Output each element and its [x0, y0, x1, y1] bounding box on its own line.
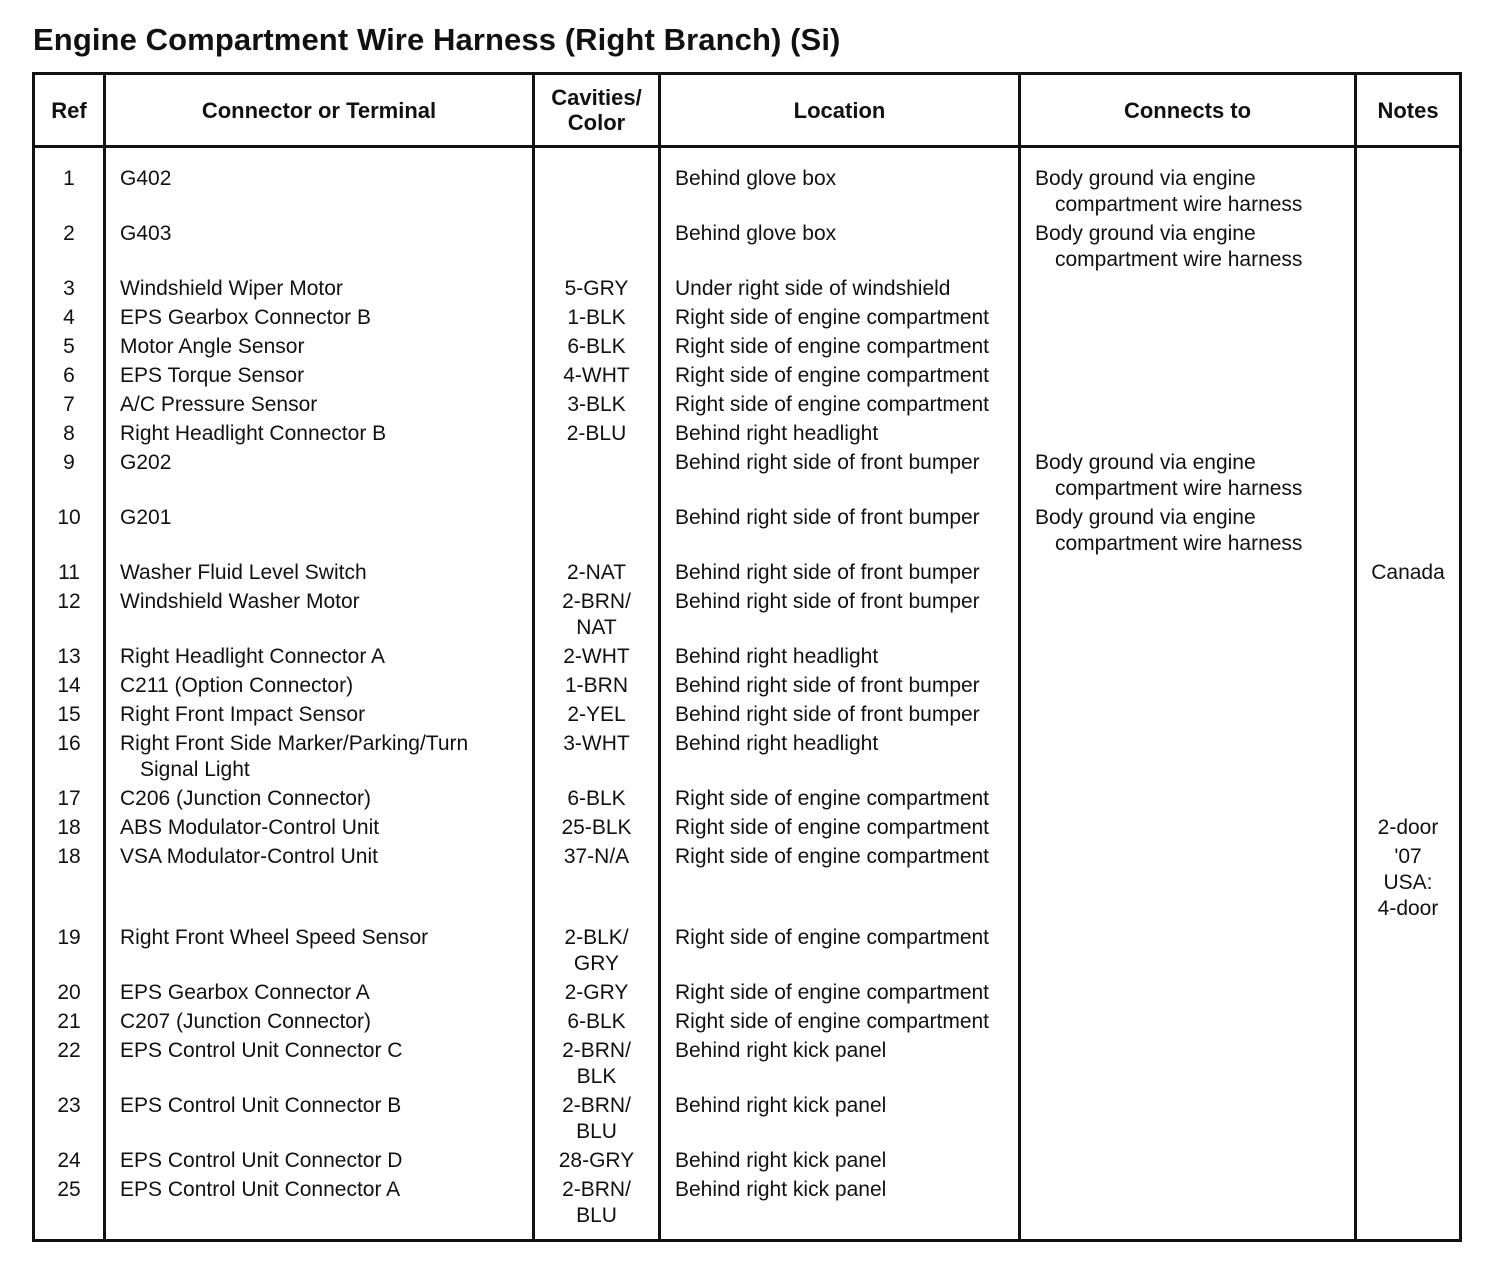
- cell-notes: [1356, 302, 1461, 331]
- column-header-notes: Notes: [1356, 74, 1461, 147]
- cell-ref: 12: [34, 586, 105, 641]
- cell-connector-line: Right Headlight Connector B: [120, 422, 387, 445]
- cell-notes: [1356, 360, 1461, 389]
- cell-connects-to-line: Body ground via engine: [1035, 451, 1256, 474]
- cell-connects-to: [1020, 699, 1356, 728]
- cell-ref: 18: [34, 812, 105, 841]
- cell-connector: [105, 977, 534, 1006]
- harness-table: [32, 72, 1462, 1242]
- page-title: Engine Compartment Wire Harness (Right Branch) (Si): [33, 22, 841, 57]
- cell-location: Right side of engine compartment: [660, 1006, 1020, 1035]
- cell-cavities: [534, 147, 660, 219]
- cell-connector-line: EPS Torque Sensor: [120, 364, 305, 387]
- cell-ref: 4: [34, 302, 105, 331]
- cell-cavities-line: 2-NAT: [566, 561, 627, 584]
- cell-connects-to: [1020, 641, 1356, 670]
- cell-cavities-line: 2-BRN/: [562, 1094, 631, 1117]
- column-header-ref: Ref: [34, 74, 105, 147]
- table-row: [34, 389, 1461, 418]
- cell-connector-line: EPS Gearbox Connector B: [120, 306, 371, 329]
- cell-notes-line: '07: [1394, 845, 1422, 868]
- cell-cavities-line: 6-BLK: [567, 335, 626, 358]
- cell-cavities-line: 2-BRN/: [562, 1039, 631, 1062]
- cell-ref: 7: [34, 389, 105, 418]
- cell-notes: [1356, 1090, 1461, 1145]
- cell-location: Right side of engine compartment: [660, 977, 1020, 1006]
- cell-connects-to: [1020, 1035, 1356, 1090]
- table-row: [34, 586, 1461, 641]
- table-row: [34, 331, 1461, 360]
- cell-connects-to-line: Body ground via engine: [1035, 506, 1256, 529]
- cell-cavities-line: 3-WHT: [563, 732, 630, 755]
- cell-connects-to: [1020, 1145, 1356, 1174]
- cell-notes-line: Canada: [1371, 561, 1445, 584]
- cell-ref: 24: [34, 1145, 105, 1174]
- cell-connector: [105, 331, 534, 360]
- cell-cavities: [534, 1145, 660, 1174]
- cell-cavities: [534, 557, 660, 586]
- cell-connector: [105, 783, 534, 812]
- cell-connects-to: [1020, 447, 1356, 502]
- cell-connector-line: Right Front Impact Sensor: [120, 703, 366, 726]
- cell-connector-line: Motor Angle Sensor: [120, 335, 305, 358]
- column-header-connects-to: Connects to: [1020, 74, 1356, 147]
- cell-ref: 23: [34, 1090, 105, 1145]
- cell-ref: 11: [34, 557, 105, 586]
- cell-connects-to: [1020, 147, 1356, 219]
- column-header-cavities: [534, 74, 660, 147]
- cell-location: Right side of engine compartment: [660, 360, 1020, 389]
- cell-cavities-line: BLU: [576, 1204, 617, 1227]
- cell-location: Behind right side of front bumper: [660, 502, 1020, 557]
- cell-location: Behind right headlight: [660, 418, 1020, 447]
- cell-connector: [105, 641, 534, 670]
- cell-notes: [1356, 447, 1461, 502]
- cell-cavities: [534, 1174, 660, 1241]
- cell-cavities: [534, 841, 660, 922]
- cell-cavities-line: 2-BLU: [566, 422, 627, 445]
- table-body: [34, 147, 1461, 1241]
- cell-connects-to: [1020, 273, 1356, 302]
- cell-connects-to-line: compartment wire harness: [1055, 477, 1303, 500]
- cell-cavities-line: 2-YEL: [567, 703, 626, 726]
- cell-connector-line: G201: [120, 506, 172, 529]
- cell-connects-to: [1020, 360, 1356, 389]
- cell-notes: [1356, 273, 1461, 302]
- cell-notes: [1356, 147, 1461, 219]
- table-row: [34, 812, 1461, 841]
- cell-notes: [1356, 1006, 1461, 1035]
- cell-notes: [1356, 1035, 1461, 1090]
- table-row: [34, 699, 1461, 728]
- column-header-location: Location: [660, 74, 1020, 147]
- cell-connects-to: [1020, 302, 1356, 331]
- cell-cavities: [534, 586, 660, 641]
- cell-location: Under right side of windshield: [660, 273, 1020, 302]
- cell-connects-to: [1020, 728, 1356, 783]
- cell-connector: [105, 502, 534, 557]
- cell-notes: [1356, 641, 1461, 670]
- cell-location: Behind right side of front bumper: [660, 557, 1020, 586]
- cell-connector-line: C207 (Junction Connector): [120, 1010, 371, 1033]
- cell-connector-line: Washer Fluid Level Switch: [120, 561, 367, 584]
- table-row: [34, 273, 1461, 302]
- cell-connector-line: Windshield Wiper Motor: [120, 277, 343, 300]
- column-header-cavities-line2: Color: [567, 110, 626, 135]
- cell-notes: [1356, 812, 1461, 841]
- cell-notes: [1356, 728, 1461, 783]
- cell-cavities-line: 2-WHT: [563, 645, 630, 668]
- cell-connector-line: ABS Modulator-Control Unit: [120, 816, 380, 839]
- table-row: [34, 360, 1461, 389]
- table-row: [34, 1090, 1461, 1145]
- cell-cavities: [534, 273, 660, 302]
- cell-cavities: [534, 670, 660, 699]
- cell-connects-to-line: Body ground via engine: [1035, 167, 1256, 190]
- cell-ref: 13: [34, 641, 105, 670]
- cell-notes: [1356, 557, 1461, 586]
- cell-cavities: [534, 418, 660, 447]
- cell-cavities-line: 1-BRN: [564, 674, 628, 697]
- cell-notes-line: 2-door: [1377, 816, 1439, 839]
- cell-cavities: [534, 783, 660, 812]
- cell-location: Right side of engine compartment: [660, 302, 1020, 331]
- cell-connector: [105, 218, 534, 273]
- cell-location: Behind right kick panel: [660, 1174, 1020, 1241]
- cell-connector-line: EPS Control Unit Connector D: [120, 1149, 403, 1172]
- cell-cavities-line: 28-GRY: [558, 1149, 635, 1172]
- cell-connects-to: [1020, 841, 1356, 922]
- cell-notes: [1356, 331, 1461, 360]
- cell-connector: [105, 1035, 534, 1090]
- cell-connector-line: EPS Gearbox Connector A: [120, 981, 370, 1004]
- cell-connector-line: C211 (Option Connector): [120, 674, 354, 697]
- cell-cavities-line: 1-BLK: [567, 306, 626, 329]
- cell-notes: [1356, 586, 1461, 641]
- cell-connector: [105, 1090, 534, 1145]
- cell-connector-line: C206 (Junction Connector): [120, 787, 371, 810]
- cell-location: Right side of engine compartment: [660, 812, 1020, 841]
- cell-connector-line: Right Headlight Connector A: [120, 645, 385, 668]
- cell-cavities-line: 25-BLK: [561, 816, 632, 839]
- cell-connects-to: [1020, 586, 1356, 641]
- cell-notes-line: 4-door: [1377, 897, 1439, 920]
- cell-connects-to-line: Body ground via engine: [1035, 222, 1256, 245]
- cell-ref: 8: [34, 418, 105, 447]
- cell-connector-line: EPS Control Unit Connector B: [120, 1094, 402, 1117]
- cell-cavities: [534, 1035, 660, 1090]
- cell-connector: [105, 302, 534, 331]
- cell-notes: [1356, 922, 1461, 977]
- cell-cavities: [534, 389, 660, 418]
- cell-ref: 10: [34, 502, 105, 557]
- cell-location: Behind right headlight: [660, 641, 1020, 670]
- cell-notes: [1356, 502, 1461, 557]
- table-row: [34, 218, 1461, 273]
- cell-location: Behind right side of front bumper: [660, 586, 1020, 641]
- table-row: [34, 447, 1461, 502]
- cell-ref: 16: [34, 728, 105, 783]
- table-header-row: [34, 74, 1461, 147]
- column-header-connector: Connector or Terminal: [105, 74, 534, 147]
- table-row: [34, 502, 1461, 557]
- cell-cavities-line: 2-BRN/: [562, 590, 631, 613]
- cell-cavities: [534, 728, 660, 783]
- cell-connector: [105, 557, 534, 586]
- cell-notes: [1356, 783, 1461, 812]
- cell-connects-to: [1020, 331, 1356, 360]
- cell-notes: [1356, 670, 1461, 699]
- cell-location: Right side of engine compartment: [660, 783, 1020, 812]
- cell-connector: [105, 147, 534, 219]
- cell-ref: 22: [34, 1035, 105, 1090]
- cell-connects-to: [1020, 1006, 1356, 1035]
- cell-cavities: [534, 502, 660, 557]
- cell-cavities: [534, 1006, 660, 1035]
- cell-notes: [1356, 1174, 1461, 1241]
- cell-location: Right side of engine compartment: [660, 331, 1020, 360]
- cell-connector: [105, 273, 534, 302]
- cell-connector: [105, 670, 534, 699]
- cell-connector-line: G402: [120, 167, 172, 190]
- cell-connector: [105, 389, 534, 418]
- table-row: [34, 922, 1461, 977]
- cell-connector: [105, 1174, 534, 1241]
- table-row: [34, 670, 1461, 699]
- cell-cavities: [534, 977, 660, 1006]
- cell-connects-to-line: compartment wire harness: [1055, 193, 1303, 216]
- cell-connector-line: Right Front Wheel Speed Sensor: [120, 926, 429, 949]
- cell-ref: 1: [34, 147, 105, 219]
- cell-connector: [105, 1006, 534, 1035]
- cell-location: Behind glove box: [660, 147, 1020, 219]
- cell-cavities-line: 2-BRN/: [562, 1178, 631, 1201]
- cell-connector-line: EPS Control Unit Connector C: [120, 1039, 403, 1062]
- cell-location: Behind right kick panel: [660, 1035, 1020, 1090]
- cell-connects-to: [1020, 670, 1356, 699]
- cell-connects-to: [1020, 783, 1356, 812]
- cell-connects-to: [1020, 218, 1356, 273]
- cell-cavities: [534, 922, 660, 977]
- cell-notes: [1356, 841, 1461, 922]
- table-row: [34, 1035, 1461, 1090]
- cell-ref: 9: [34, 447, 105, 502]
- cell-notes: [1356, 977, 1461, 1006]
- cell-cavities: [534, 699, 660, 728]
- cell-ref: 2: [34, 218, 105, 273]
- cell-cavities-line: 2-GRY: [564, 981, 629, 1004]
- cell-cavities-line: 5-GRY: [564, 277, 629, 300]
- cell-notes-line: USA:: [1383, 871, 1433, 894]
- cell-cavities-line: 3-BLK: [567, 393, 626, 416]
- cell-cavities-line: 37-N/A: [563, 845, 630, 868]
- cell-connector: [105, 418, 534, 447]
- cell-connects-to: [1020, 812, 1356, 841]
- table-row: [34, 841, 1461, 922]
- cell-ref: 20: [34, 977, 105, 1006]
- cell-location: Behind glove box: [660, 218, 1020, 273]
- cell-connects-to: [1020, 502, 1356, 557]
- table-row: [34, 641, 1461, 670]
- cell-location: Behind right side of front bumper: [660, 670, 1020, 699]
- cell-notes: [1356, 1145, 1461, 1174]
- table-row: [34, 418, 1461, 447]
- cell-cavities: [534, 360, 660, 389]
- cell-ref: 5: [34, 331, 105, 360]
- cell-connects-to-line: compartment wire harness: [1055, 532, 1303, 555]
- cell-ref: 17: [34, 783, 105, 812]
- table-row: [34, 302, 1461, 331]
- cell-connector-line: VSA Modulator-Control Unit: [120, 845, 378, 868]
- cell-connector: [105, 586, 534, 641]
- cell-cavities: [534, 641, 660, 670]
- cell-connector: [105, 699, 534, 728]
- cell-ref: 21: [34, 1006, 105, 1035]
- table-row: [34, 1145, 1461, 1174]
- cell-connects-to: [1020, 1174, 1356, 1241]
- cell-ref: 18: [34, 841, 105, 922]
- cell-location: Behind right side of front bumper: [660, 447, 1020, 502]
- cell-ref: 25: [34, 1174, 105, 1241]
- cell-connector: [105, 360, 534, 389]
- table-row: [34, 1174, 1461, 1241]
- cell-connector-line: G202: [120, 451, 172, 474]
- cell-location: Behind right side of front bumper: [660, 699, 1020, 728]
- cell-notes: [1356, 418, 1461, 447]
- cell-cavities: [534, 218, 660, 273]
- cell-cavities: [534, 331, 660, 360]
- cell-connects-to: [1020, 1090, 1356, 1145]
- cell-ref: 15: [34, 699, 105, 728]
- cell-cavities-line: 4-WHT: [563, 364, 630, 387]
- cell-connector-line: Windshield Washer Motor: [120, 590, 360, 613]
- cell-cavities-line: GRY: [573, 952, 620, 975]
- cell-connector: [105, 812, 534, 841]
- cell-cavities-line: 6-BLK: [567, 1010, 626, 1033]
- cell-connects-to: [1020, 418, 1356, 447]
- cell-notes: [1356, 389, 1461, 418]
- cell-connector-line: EPS Control Unit Connector A: [120, 1178, 401, 1201]
- table-row: [34, 147, 1461, 219]
- cell-ref: 3: [34, 273, 105, 302]
- cell-cavities-line: 2-BLK/: [564, 926, 629, 949]
- cell-location: Right side of engine compartment: [660, 922, 1020, 977]
- table-row: [34, 783, 1461, 812]
- cell-ref: 6: [34, 360, 105, 389]
- cell-location: Right side of engine compartment: [660, 841, 1020, 922]
- cell-connector: [105, 447, 534, 502]
- cell-location: Right side of engine compartment: [660, 389, 1020, 418]
- cell-connector: [105, 1145, 534, 1174]
- cell-ref: 14: [34, 670, 105, 699]
- cell-connector-line: G403: [120, 222, 172, 245]
- cell-cavities-line: 6-BLK: [567, 787, 626, 810]
- table-row: [34, 977, 1461, 1006]
- cell-cavities: [534, 447, 660, 502]
- cell-cavities-line: NAT: [576, 616, 617, 639]
- cell-ref: 19: [34, 922, 105, 977]
- cell-location: Behind right headlight: [660, 728, 1020, 783]
- cell-cavities-line: BLK: [576, 1065, 617, 1088]
- table-row: [34, 728, 1461, 783]
- cell-connector: [105, 728, 534, 783]
- table-row: [34, 1006, 1461, 1035]
- cell-cavities: [534, 302, 660, 331]
- cell-location: Behind right kick panel: [660, 1090, 1020, 1145]
- cell-connects-to: [1020, 977, 1356, 1006]
- cell-cavities: [534, 1090, 660, 1145]
- cell-connector-line: Signal Light: [140, 758, 250, 781]
- cell-connects-to-line: compartment wire harness: [1055, 248, 1303, 271]
- cell-notes: [1356, 699, 1461, 728]
- cell-connects-to: [1020, 557, 1356, 586]
- cell-connector: [105, 841, 534, 922]
- cell-notes: [1356, 218, 1461, 273]
- cell-cavities: [534, 812, 660, 841]
- cell-connects-to: [1020, 922, 1356, 977]
- cell-connector-line: Right Front Side Marker/Parking/Turn: [120, 732, 469, 755]
- cell-location: Behind right kick panel: [660, 1145, 1020, 1174]
- cell-connects-to: [1020, 389, 1356, 418]
- cell-connector: [105, 922, 534, 977]
- table-row: [34, 557, 1461, 586]
- column-header-cavities-line1: Cavities/: [551, 85, 642, 110]
- cell-cavities-line: BLU: [576, 1120, 617, 1143]
- cell-connector-line: A/C Pressure Sensor: [120, 393, 318, 416]
